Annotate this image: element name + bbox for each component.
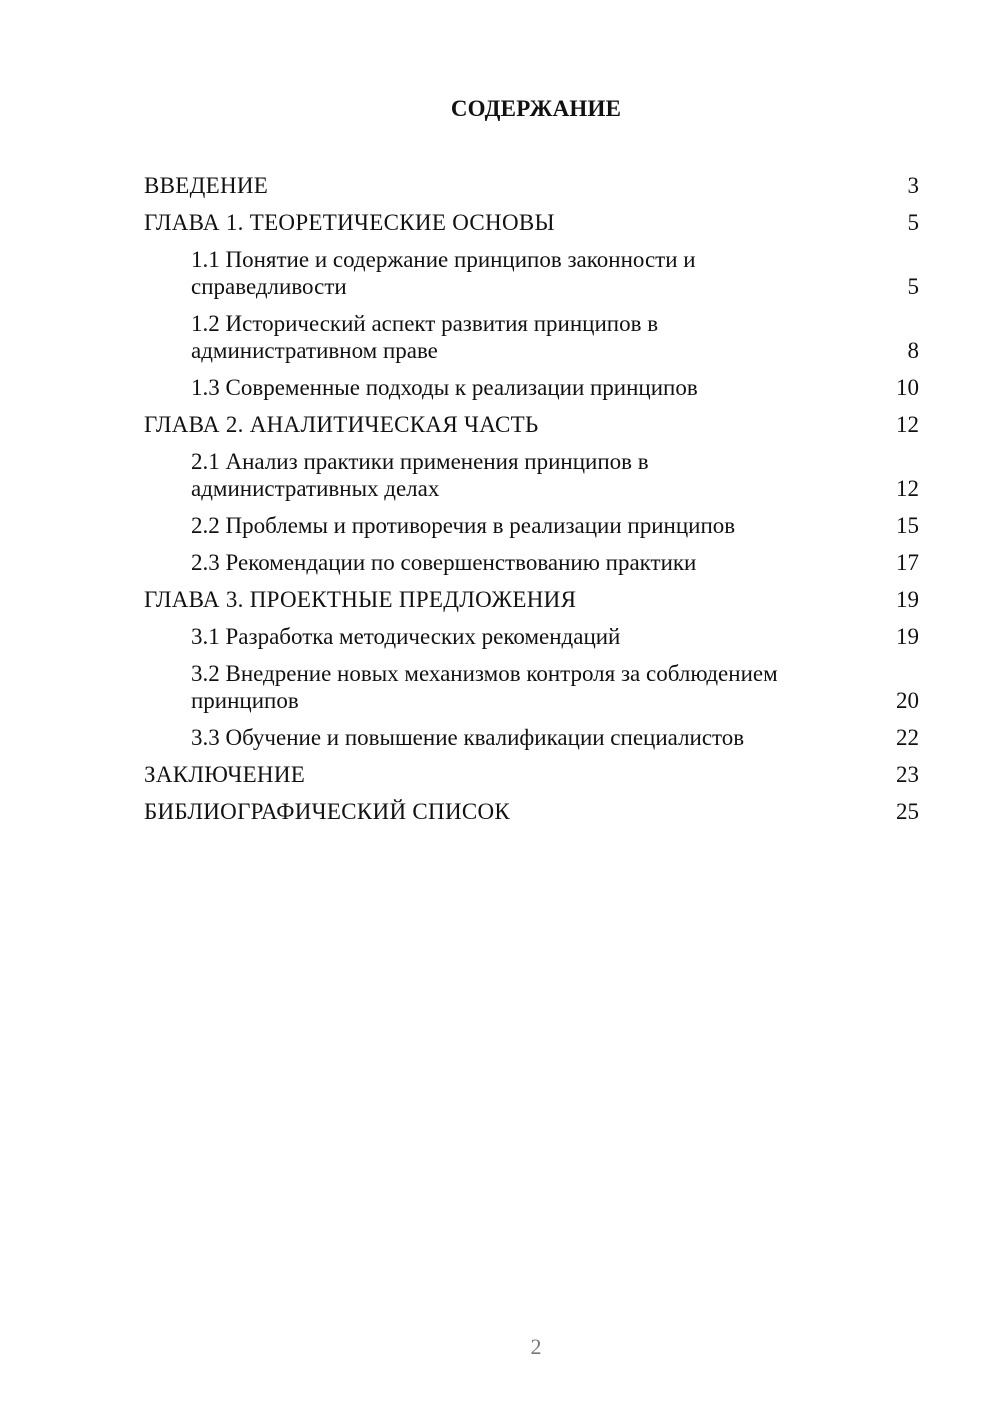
toc-entry-page: 3 [907, 173, 919, 198]
toc-entry-page: 19 [896, 624, 919, 649]
toc-entry-page: 22 [896, 725, 919, 750]
toc-entry-label: ГЛАВА 2. АНАЛИТИЧЕСКАЯ ЧАСТЬ [144, 412, 539, 437]
toc-entry-section-2-3[interactable] [144, 545, 919, 582]
toc-title: СОДЕРЖАНИЕ [450, 96, 622, 121]
toc-entry-label: 1.3 Современные подходы к реализации принципов [191, 375, 698, 400]
toc-entry-section-3-2[interactable] [144, 656, 919, 720]
toc-entry-introduction[interactable] [144, 168, 919, 205]
toc-entry-section-3-1[interactable] [144, 619, 919, 656]
toc-entry-page: 15 [896, 513, 919, 538]
toc-entry-section-3-3[interactable] [144, 720, 919, 757]
toc-entry-section-2-1[interactable] [144, 444, 919, 508]
toc-entry-page: 25 [896, 799, 919, 824]
toc-entry-chapter-2[interactable] [144, 407, 919, 444]
toc-entry-page: 5 [907, 210, 919, 235]
toc-entry-label: 2.2 Проблемы и противоречия в реализации принципов [191, 513, 736, 538]
toc-entry-label: 3.3 Обучение и повышение квалификации специалистов [191, 725, 745, 750]
toc-entry-conclusion[interactable] [144, 757, 919, 794]
toc-entry-page: 19 [896, 587, 919, 612]
toc-entry-page: 10 [896, 375, 919, 400]
toc-entry-label: ГЛАВА 1. ТЕОРЕТИЧЕСКИЕ ОСНОВЫ [144, 210, 555, 235]
toc-entry-label: 2.3 Рекомендации по совершенствованию практики [191, 550, 697, 575]
toc-entry-page: 8 [907, 338, 919, 363]
toc-entry-label: 3.1 Разработка методических рекомендаций [191, 624, 621, 649]
toc-entry-page: 20 [896, 688, 919, 713]
toc-entry-page: 12 [896, 476, 919, 501]
toc-entry-page: 5 [907, 274, 919, 299]
toc-entry-label: ЗАКЛЮЧЕНИЕ [144, 762, 306, 787]
toc-entry-page: 17 [896, 550, 919, 575]
toc-entry-bibliography[interactable] [144, 794, 919, 831]
toc-entry-label: БИБЛИОГРАФИЧЕСКИЙ СПИСОК [144, 799, 511, 824]
toc-entry-label: ВВЕДЕНИЕ [144, 173, 269, 198]
toc-entry-label: 1.1 Понятие и содержание принципов законности и справедливости [191, 247, 696, 299]
toc-entry-section-1-3[interactable] [144, 370, 919, 407]
toc-entry-label: ГЛАВА 3. ПРОЕКТНЫЕ ПРЕДЛОЖЕНИЯ [144, 587, 577, 612]
toc-entry-label: 2.1 Анализ практики применения принципов в административных делах [191, 449, 649, 501]
toc-entry-section-2-2[interactable] [144, 508, 919, 545]
toc-entry-section-1-2[interactable] [144, 306, 919, 370]
toc-entry-label: 3.2 Внедрение новых механизмов контроля за соблюдением принципов [191, 661, 778, 713]
page-number: 2 [530, 1334, 542, 1359]
table-of-contents [144, 168, 919, 831]
toc-entry-label: 1.2 Исторический аспект развития принципов в административном праве [191, 311, 659, 363]
toc-entry-chapter-3[interactable] [144, 582, 919, 619]
toc-entry-chapter-1[interactable] [144, 205, 919, 242]
toc-entry-page: 23 [896, 762, 919, 787]
toc-entry-page: 12 [896, 412, 919, 437]
toc-entry-section-1-1[interactable] [144, 242, 919, 306]
